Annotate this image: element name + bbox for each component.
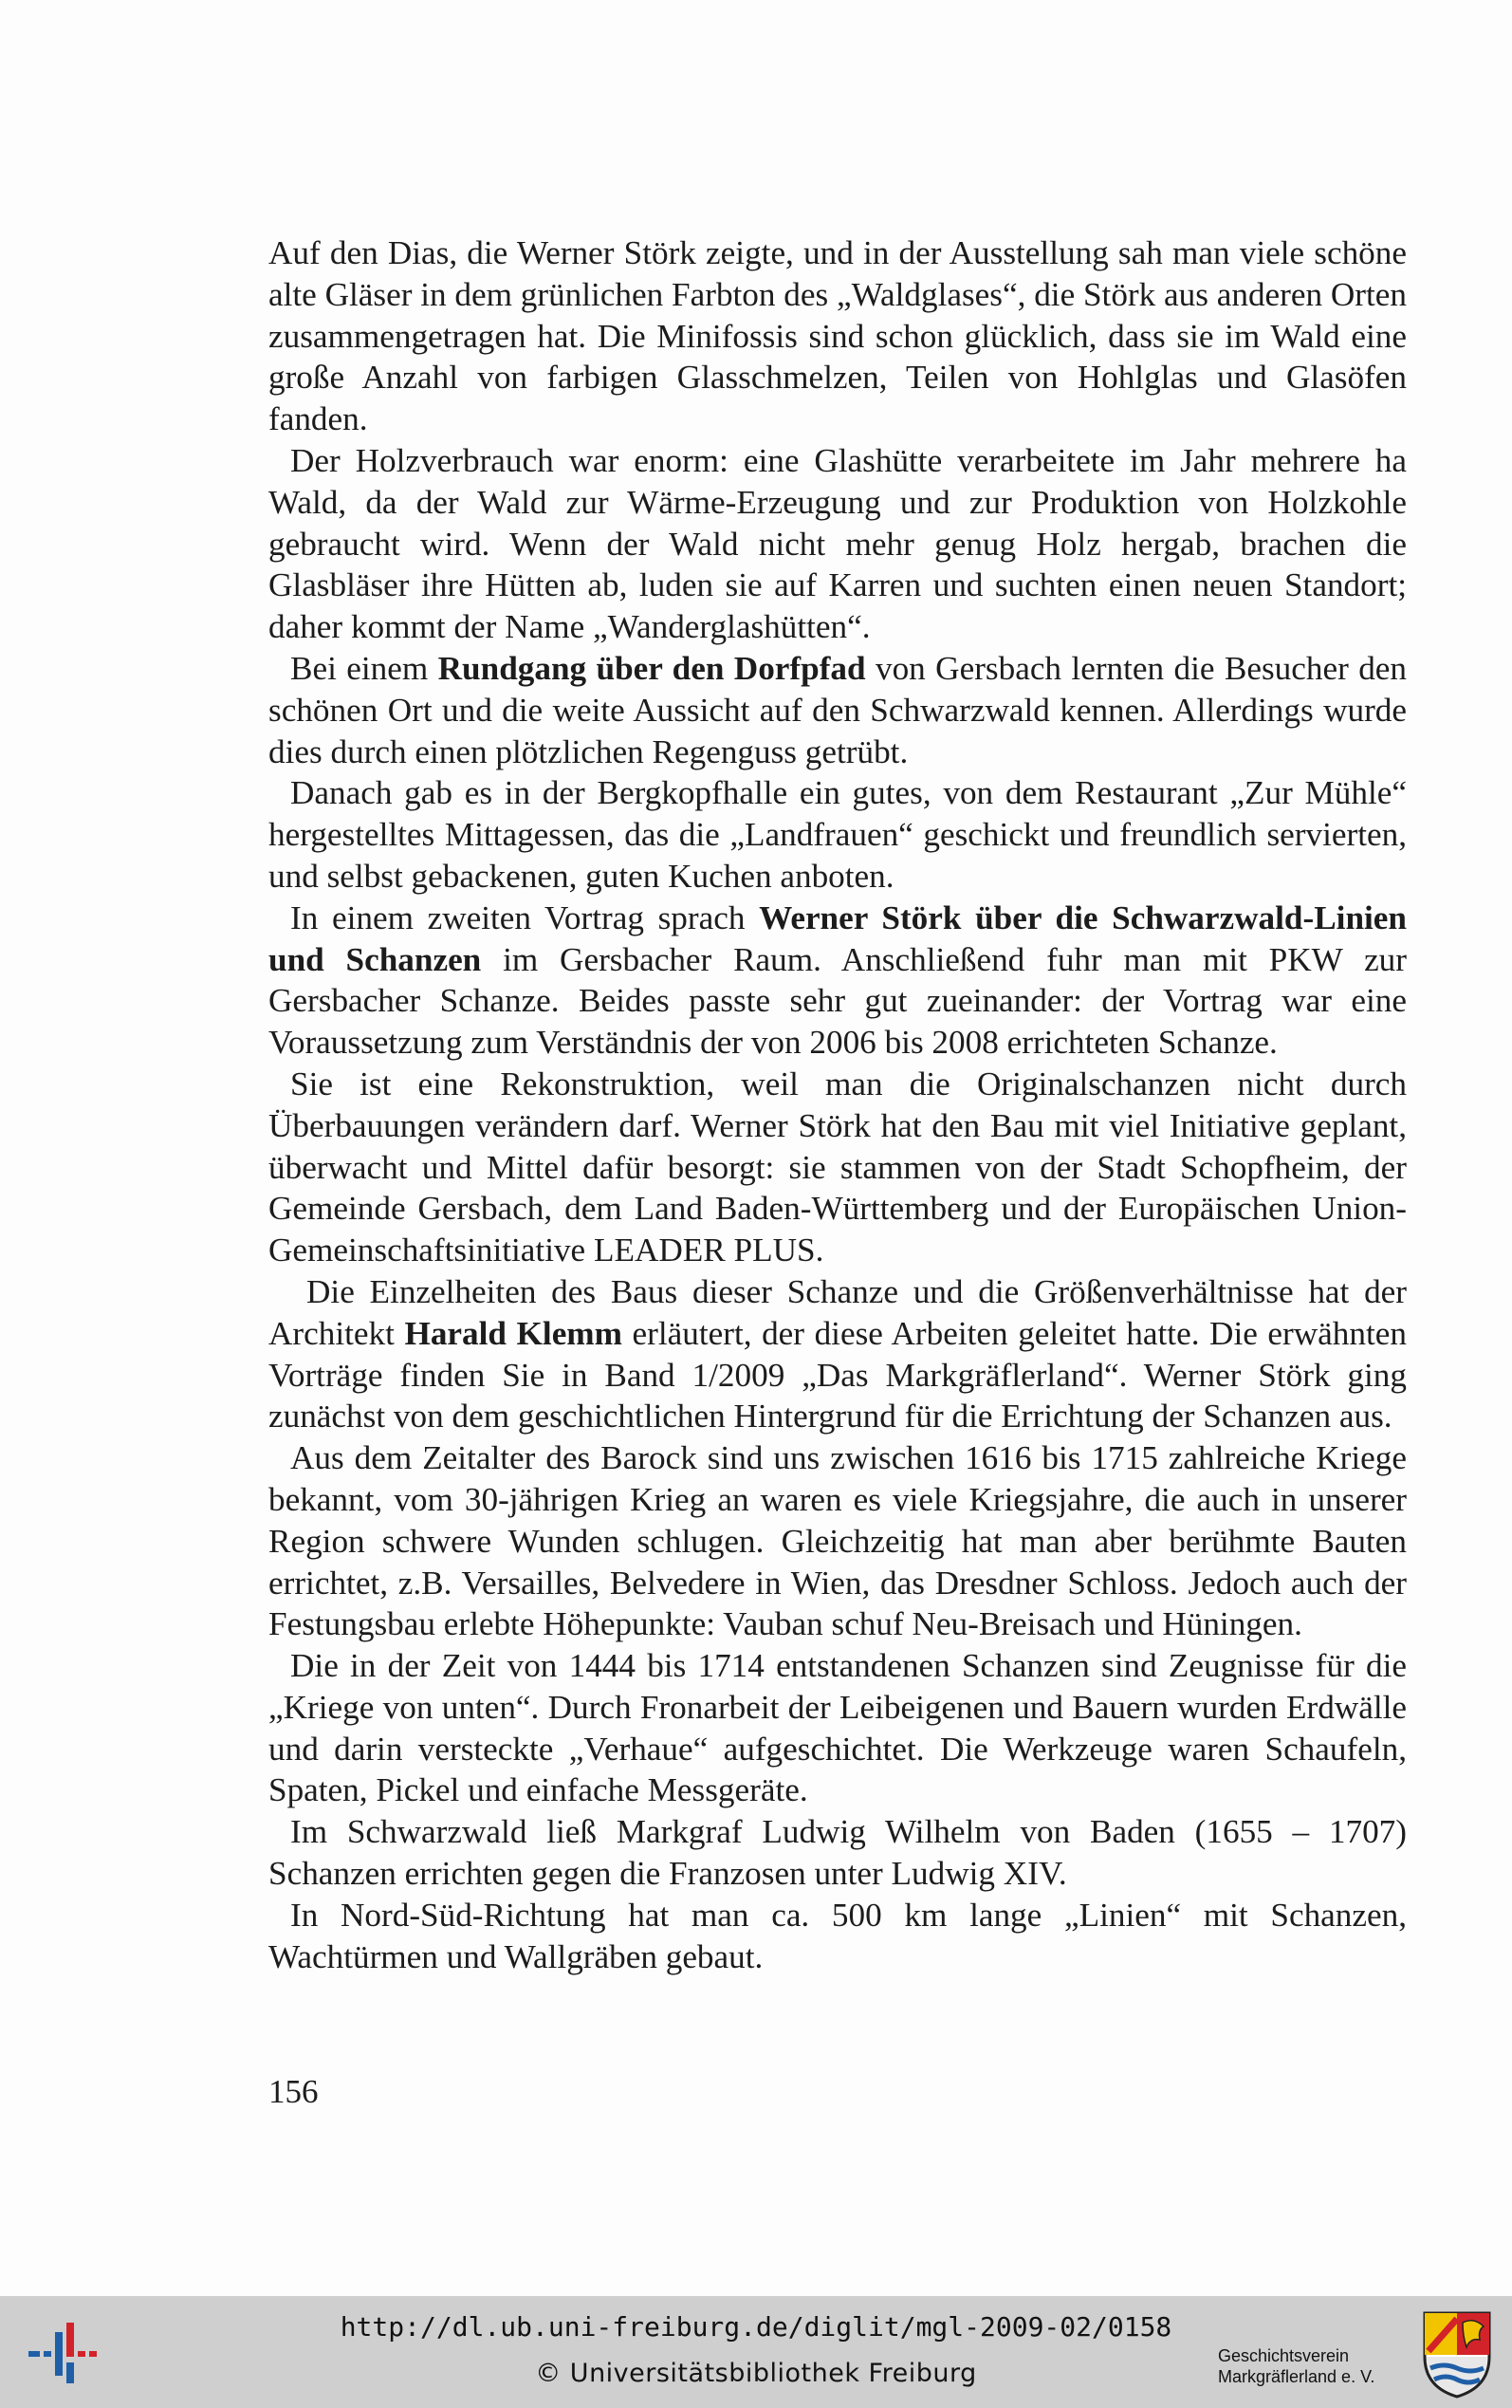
coat-of-arms-icon (1421, 2309, 1493, 2399)
footer-bar (0, 2296, 1512, 2408)
paragraph-8: Aus dem Zeitalter des Barock sind uns zwischen 1616 bis 1715 zahlreiche Kriege bekannt, vom 30-jährigen Krieg an waren es viele Kriegsjahre, die auch in unserer Region schwere Wunden schlugen. Gleichzeitig hat man aber berühmte Bauten errichtet, z.B. Versailles, Belvedere in Wien, das Dresdner Schloss. Jedoch auch der Festungsbau erlebte Höhepunkte: Vauban schuf Neu-Breisach und Hüningen. (268, 1439, 1407, 1643)
article-body (268, 232, 1407, 1977)
footer-copyright: © Universitätsbibliothek Freiburg (535, 2359, 977, 2388)
paragraph-3-bold: Rundgang über den Dorfpfad (437, 649, 866, 687)
society-name (1218, 2345, 1374, 2387)
paragraph-5-text-b: im Gersbacher Raum. Anschließend fuhr man mit PKW zur Gersbacher Schanze. Beides passte sehr gut zueinander: der Vortrag war eine Voraussetzung zum Verständnis der von 2006 bis 2008 errichteten Schanze. (268, 940, 1407, 1062)
paragraph-3-text-b: von Gersbach lernten die Besucher den schönen Ort und die weite Aussicht auf den Schwarzwald kennen. Allerdings wurde dies durch einen plötzlichen Regenguss getrübt. (268, 649, 1408, 770)
paragraph-4: Danach gab es in der Bergkopfhalle ein gutes, von dem Restaurant „Zur Mühle“ hergestelltes Mittagessen, das die „Landfrauen“ geschickt und freundlich servierten, und selbst gebackenen, guten Kuchen anboten. (268, 774, 1407, 895)
paragraph-3 (268, 648, 1407, 772)
paragraph-5-bold: Werner Störk über die Schwarzwald-Linien und Schanzen (268, 898, 1407, 978)
footer-url[interactable]: http://dl.ub.uni-freiburg.de/diglit/mgl-2009-02/0158 (340, 2311, 1172, 2343)
paragraph-1: Auf den Dias, die Werner Störk zeigte, und in der Ausstellung sah man viele schöne alte Gläser in dem grünlichen Farbton des „Waldglases“, die Störk aus anderen Orten zusammengetragen hat. Die Minifossis sind schon glücklich, dass sie im Wald eine große Anzahl von farbigen Glasschmelzen, Teilen von Hohlglas und Glasöfen fanden. (268, 234, 1407, 438)
paragraph-10: Im Schwarzwald ließ Markgraf Ludwig Wilhelm von Baden (1655 – 1707) Schanzen errichten gegen die Franzosen unter Ludwig XIV. (268, 1813, 1407, 1893)
paragraph-7 (268, 1271, 1407, 1437)
society-name-line-2: Markgräflerland e. V. (1218, 2367, 1375, 2386)
paragraph-5-text-a: In einem zweiten Vortrag sprach (290, 898, 760, 936)
paragraph-7-text-a: Die Einzelheiten des Baus dieser Schanze und die Größenverhältnisse hat der Architekt (268, 1272, 1407, 1352)
paragraph-2: Der Holzverbrauch war enorm: eine Glashütte verarbeitete im Jahr mehrere ha Wald, da der Wald zur Wärme-Erzeugung und zur Produktion von Holzkohle gebraucht wird. Wenn der Wald nicht mehr genug Holz hergab, brachen die Glasbläser ihre Hütten ab, luden sie auf Karren und suchten einen neuen Standort; daher kommt der Name „Wanderglashütten“. (268, 441, 1407, 646)
paragraph-11: In Nord-Süd-Richtung hat man ca. 500 km lange „Linien“ mit Schanzen, Wachtürmen und Wallgräben gebaut. (268, 1896, 1407, 1975)
paragraph-9: Die in der Zeit von 1444 bis 1714 entstandenen Schanzen sind Zeugnisse für die „Kriege von unten“. Durch Fronarbeit der Leibeigenen und Bauern wurden Erdwälle und darin versteckte „Verhaue“ aufgeschichtet. Die Werkzeuge waren Schaufeln, Spaten, Pickel und einfache Messgeräte. (268, 1647, 1407, 1809)
paragraph-3-text-a: Bei einem (290, 649, 438, 687)
paragraph-6: Sie ist eine Rekonstruktion, weil man die Originalschanzen nicht durch Überbauungen verändern darf. Werner Störk hat den Bau mit viel Initiative geplant, überwacht und Mittel dafür besorgt: sie stammen von der Stadt Schopfheim, der Gemeinde Gersbach, dem Land Baden-Württemberg und der Europäischen Union-Gemeinschaftsinitiative LEADER PLUS. (268, 1065, 1407, 1269)
paragraph-5 (268, 898, 1407, 1064)
society-name-line-1: Geschichtsverein (1218, 2346, 1350, 2365)
page-number: 156 (268, 2073, 319, 2110)
paragraph-7-bold: Harald Klemm (404, 1314, 622, 1352)
paragraph-7-text-b: erläutert, der diese Arbeiten geleitet hatte. Die erwähnten Vorträge finden Sie in Band 1/2009 „Das Markgräflerland“. Werner Störk ging zunächst von dem geschichtlichen Hintergrund für die Errichtung der Schanzen aus. (268, 1314, 1407, 1436)
